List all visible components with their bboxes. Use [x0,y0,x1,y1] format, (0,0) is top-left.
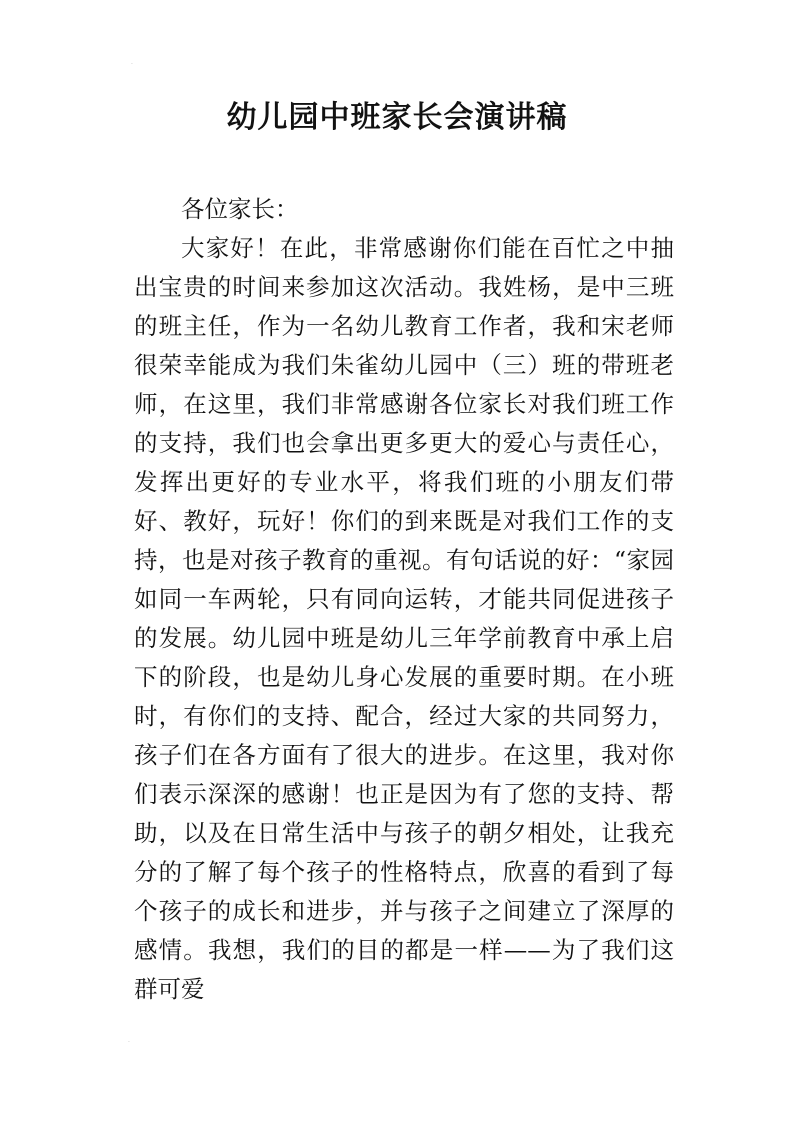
document-body [134,190,674,1009]
body-paragraph: 大家好！在此，非常感谢你们能在百忙之中抽出宝贵的时间来参加这次活动。我姓杨，是中三班的班主任，作为一名幼儿教育工作者，我和宋老师很荣幸能成为我们朱雀幼儿园中（三）班的带班老师，在这里，我们非常感谢各位家长对我们班工作的支持，我们也会拿出更多更大的爱心与责任心，发挥出更好的专业水平，将我们班的小朋友们带好、教好，玩好！你们的到来既是对我们工作的支持，也是对孩子教育的重视。有句话说的好：“家园如同一车两轮，只有同向运转，才能共同促进孩子的发展。幼儿园中班是幼儿三年学前教育中承上启下的阶段，也是幼儿身心发展的重要时期。在小班时，有你们的支持、配合，经过大家的共同努力，孩子们在各方面有了很大的进步。在这里，我对你们表示深深的感谢！也正是因为有了您的支持、帮助，以及在日常生活中与孩子的朝夕相处，让我充分的了解了每个孩子的性格特点，欣喜的看到了每个孩子的成长和进步，并与孩子之间建立了深厚的感情。我想，我们的目的都是一样——为了我们这群可爱 [134,234,674,1003]
scan-speck: · [131,61,133,68]
document-title: 幼儿园中班家长会演讲稿 [226,100,568,135]
salutation: 各位家长： [181,195,299,223]
scan-speck: · [128,1039,130,1046]
